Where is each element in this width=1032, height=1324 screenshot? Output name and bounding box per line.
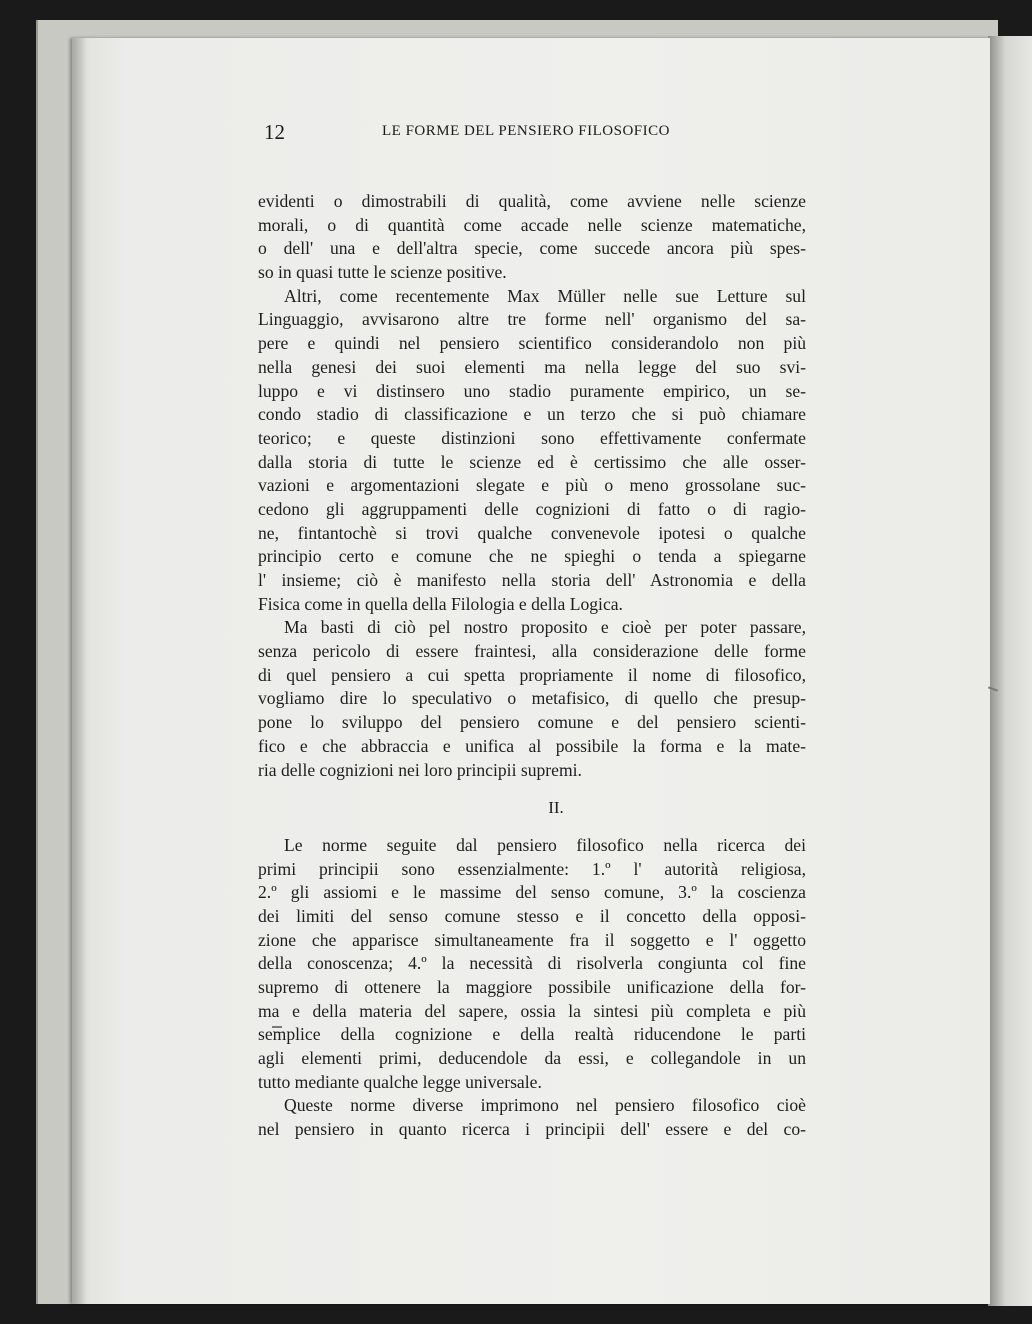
paragraph-1	[258, 190, 806, 285]
running-header	[264, 120, 804, 150]
text-line: Altri, come recentemente Max Müller nelle sue Letture sul	[284, 285, 806, 306]
text-line: ria delle cognizioni nei loro principii supremi.	[258, 759, 582, 780]
text-line: dalla storia di tutte le scienze ed è certissimo che alle osser-	[258, 451, 806, 472]
text-line: fico e che abbraccia e unifica al possibile la forma e la mate-	[258, 735, 806, 756]
text-line: teorico; e queste distinzioni sono effettivamente confermate	[258, 427, 806, 448]
text-line: nella genesi dei suoi elementi ma nella legge del suo svi-	[258, 356, 806, 377]
text-line: agli elementi primi, deducendole da essi, e collegandole in un	[258, 1048, 806, 1069]
text-line: pone lo sviluppo del pensiero comune e del pensiero scienti-	[258, 712, 806, 733]
text-line: semplice della cognizione e della realtà riducendone le parti	[258, 1024, 806, 1045]
text-line: dei limiti del senso comune stesso e il concetto della opposi-	[258, 905, 806, 926]
text-line: Fisica come in quella della Filologia e della Logica.	[258, 593, 623, 614]
text-line: ma e della materia del sapere, ossia la sintesi più completa e più	[258, 1000, 806, 1021]
section-heading: II.	[548, 798, 564, 818]
text-line: vogliamo dire lo speculativo o metafisico, di quello che presup-	[258, 688, 806, 709]
text-line: Ma basti di ciò pel nostro proposito e cioè per poter passare,	[284, 617, 806, 638]
text-line: supremo di ottenere la maggiore possibile unificazione della for-	[258, 977, 806, 997]
text-line: so in quasi tutte le scienze positive.	[258, 262, 507, 283]
text-line: 2.º gli assiomi e le massime del senso comune, 3.º la coscienza	[258, 882, 806, 903]
text-line: pere e quindi nel pensiero scientifico considerandolo non più	[258, 333, 806, 354]
text-line: zione che apparisce simultaneamente fra il soggetto e l' oggetto	[258, 929, 806, 950]
running-title: LE FORME DEL PENSIERO FILOSOFICO	[382, 123, 670, 139]
facing-page-edge	[988, 36, 1032, 1306]
text-line: luppo e vi distinsero uno stadio puramente empirico, un se-	[258, 380, 806, 401]
text-line: o dell' una e dell'altra specie, come succede ancora più spes-	[258, 238, 806, 259]
body-text	[258, 190, 806, 1142]
text-line: nel pensiero in quanto ricerca i principii dell' essere e del co-	[258, 1119, 806, 1140]
text-line: primi principii sono essenzialmente: 1.º l' autorità religiosa,	[258, 858, 806, 879]
text-line: morali, o di quantità come accade nelle scienze matematiche,	[258, 214, 806, 235]
text-line: vazioni e argomentazioni slegate e più o meno grossolane suc-	[258, 475, 806, 496]
text-line: ne, fintantochè si trovi qualche convenevole ipotesi o qualche	[258, 522, 806, 543]
text-line: condo stadio di classificazione e un terzo che si può chiamare	[258, 404, 806, 425]
text-line: principio certo e comune che ne spieghi o tenda a spiegarne	[258, 546, 806, 567]
paragraph-4	[258, 834, 806, 1095]
text-line: senza pericolo di essere fraintesi, alla considerazione delle forme	[258, 641, 806, 662]
text-line: cedono gli aggruppamenti delle cognizioni di fatto o di ragio-	[258, 498, 806, 519]
page-number: 12	[264, 120, 285, 144]
paragraph-3	[258, 616, 806, 782]
text-line: di quel pensiero a cui spetta propriamente il nome di filosofico,	[258, 664, 806, 685]
text-line: tutto mediante qualche legge universale.	[258, 1071, 542, 1092]
text-line: della conoscenza; 4.º la necessità di risolverla congiunta col fine	[258, 953, 806, 974]
text-line: Linguaggio, avvisarono altre tre forme nell' organismo del sa-	[258, 309, 806, 330]
text-line: evidenti o dimostrabili di qualità, come avviene nelle scienze	[258, 191, 806, 211]
text-line: l' insieme; ciò è manifesto nella storia dell' Astronomia e della	[258, 570, 806, 590]
paragraph-2	[258, 285, 806, 617]
text-line: Le norme seguite dal pensiero filosofico nella ricerca dei	[284, 834, 806, 855]
paragraph-5	[258, 1094, 806, 1141]
text-line: Queste norme diverse imprimono nel pensiero filosofico cioè	[284, 1095, 806, 1116]
